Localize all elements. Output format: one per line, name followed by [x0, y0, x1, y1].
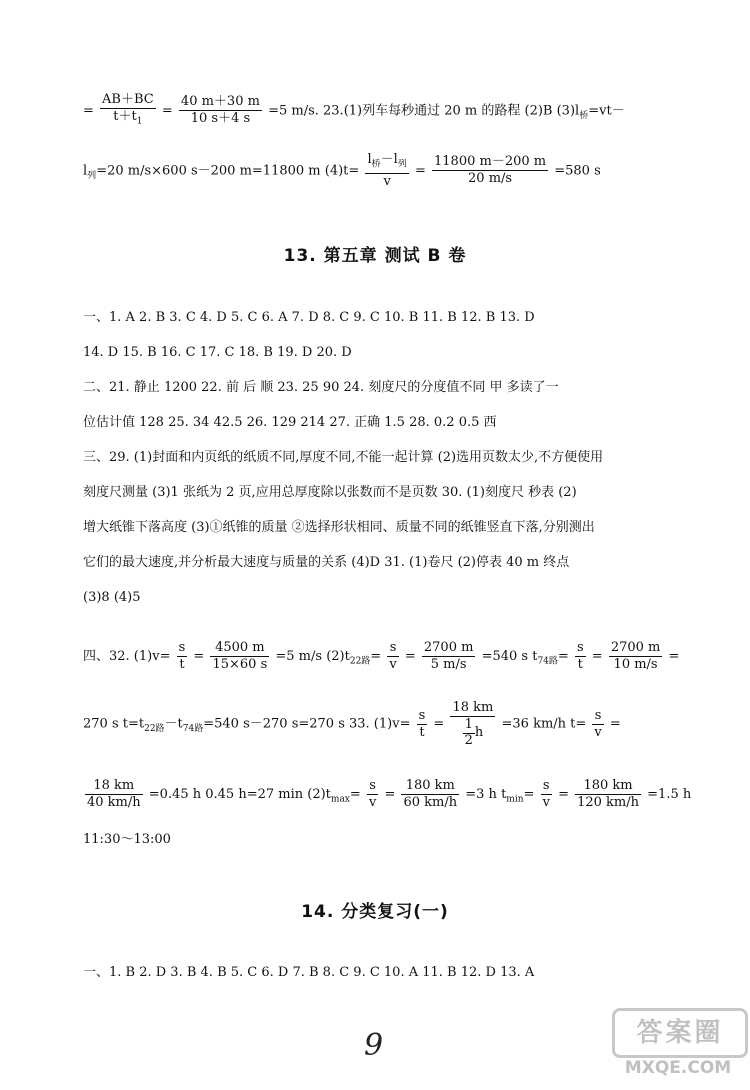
s13-part2-line-b: 位估计值 128 25. 34 42.5 26. 129 214 27. 正确 1.5 28. 0.2 0.5 西	[83, 415, 497, 430]
fraction: $\frac{s}{t}$	[178, 640, 186, 672]
section-13-title: 13. 第五章 测试 B 卷	[283, 246, 467, 266]
fraction: $\frac{s}{v}$	[389, 640, 397, 672]
fraction: $\frac{l_桥-l_列}{v}$	[367, 152, 407, 189]
time-range: 11:30～13:00	[83, 832, 171, 847]
fraction: $\frac{s}{v}$	[368, 778, 377, 810]
fraction: $\frac{4500 m}{15\times 60 s}$	[212, 640, 268, 672]
fraction: $\frac{180 km}{60 km/h}$	[403, 778, 458, 810]
s13-part3-line-e: (3)8 (4)5	[83, 590, 141, 605]
fraction: $\frac{2700 m}{5 m/s}$	[423, 640, 474, 672]
fraction: $\frac{40 m+30 m}{10 s+4 s}$	[180, 94, 260, 127]
fraction: $\frac{18 km}{40 km/h}$	[87, 778, 141, 810]
fraction: $\frac{s}{t}$	[418, 707, 426, 740]
s13-part1-line-b: 14. D 15. B 16. C 17. C 18. B 19. D 20. D	[83, 345, 352, 360]
fraction: $\frac{2700 m}{10 m/s}$	[610, 640, 661, 672]
s13-part3-line-b: 刻度尺测量 (3)1 张纸为 2 页,应用总厚度除以张数而不是页数 30. (1)刻度尺 秒表 (2)	[83, 485, 577, 500]
section-14-title: 14. 分类复习(一)	[301, 902, 449, 922]
fraction: $\frac{1}{2}$	[464, 717, 473, 748]
page-number: 9	[364, 1028, 384, 1063]
fraction: $\frac{11800 m-200 m}{20 m/s}$	[434, 154, 547, 187]
top-line-1: = $\frac{AB+BC}{t+t_1}$ = $\frac{40 m+30 m}{10 s+4 s}$ =5 m/s. 23.(1)列车每秒通过 20 m 的路程 (2)B $(3)l_桥=vt-$	[83, 92, 720, 130]
fraction: $\frac{s}{v}$	[594, 707, 602, 740]
fraction: 18 km $\frac{1}{2}$ h	[452, 700, 494, 748]
q33-line: 270 s $t=t_{22路}-t_{74路}=540$ s－270 s=270 s 33. (1)v= $\frac{s}{t}$ = 18 km $\frac{1}{2}$ h =36 km/h t= $\frac{s}{v}$ =	[83, 700, 621, 748]
q32-line: 四、32. (1)v= $\frac{s}{t}$ = $\frac{4500 m}{15\times 60 s}$ =5 m/s $(2)t_{22路}=$ $\frac{s}{v}$ = $\frac{2700 m}{5 m/s}$ =540 s $t_{74路}=$ $\frac{s}{t}$ = $\frac{2700 m}{10 m/s}$ =	[83, 640, 680, 672]
watermark-url: MXQE.COM	[624, 1058, 732, 1078]
q33-line-2: $\frac{18 km}{40 km/h}$ =0.45 h 0.45 h=27 $\min (2)t_{max}=$ $\frac{s}{v}$ = $\frac{180 km}{60 km/h}$ =3 h $t_{min}=$ $\frac{s}{v}$ = $\frac{180 km}{120 km/h}$ =1.5 h	[87, 778, 692, 810]
s13-part1-line-a: 一、1. A 2. B 3. C 4. D 5. C 6. A 7. D 8. C 9. C 10. B 11. B 12. B 13. D	[83, 310, 535, 325]
s13-part3-line-d: 它们的最大速度,并分析最大速度与质量的关系 (4)D 31. (1)卷尺 (2)停表 40 m 终点	[83, 555, 570, 570]
fraction: $\frac{s}{t}$	[576, 640, 584, 672]
fraction: $\frac{s}{v}$	[542, 778, 550, 810]
s14-part1-line: 一、1. B 2. D 3. B 4. B 5. C 6. D 7. B 8. C 9. C 10. A 11. B 12. D 13. A	[83, 965, 535, 980]
fraction: $\frac{180 km}{120 km/h}$	[577, 778, 640, 810]
fraction: $\frac{AB+BC}{t+t_1}$	[102, 92, 154, 127]
top-line-2: $l_列=20$ m/s×600 s－200 m=11800 m (4)t= $\frac{l_桥-l_列}{v}$ = $\frac{11800 m-200 m}{20 m/s}$ =580 s	[83, 152, 601, 189]
s13-part3-line-a: 三、29. (1)封面和内页纸的纸质不同,厚度不同,不能一起计算 (2)选用页数太少,不方便使用	[83, 450, 604, 465]
watermark-mark: 答案圈	[612, 1008, 748, 1058]
watermark-logo	[612, 1008, 744, 1086]
s13-part2-line-a: 二、21. 静止 1200 22. 前 后 顺 23. 25 90 24. 刻度尺的分度值不同 甲 多读了一	[83, 380, 559, 395]
s13-part3-line-c: 增大纸锥下落高度 (3)①纸锥的质量 ②选择形状相同、质量不同的纸锥竖直下落,分别测出	[83, 520, 595, 535]
